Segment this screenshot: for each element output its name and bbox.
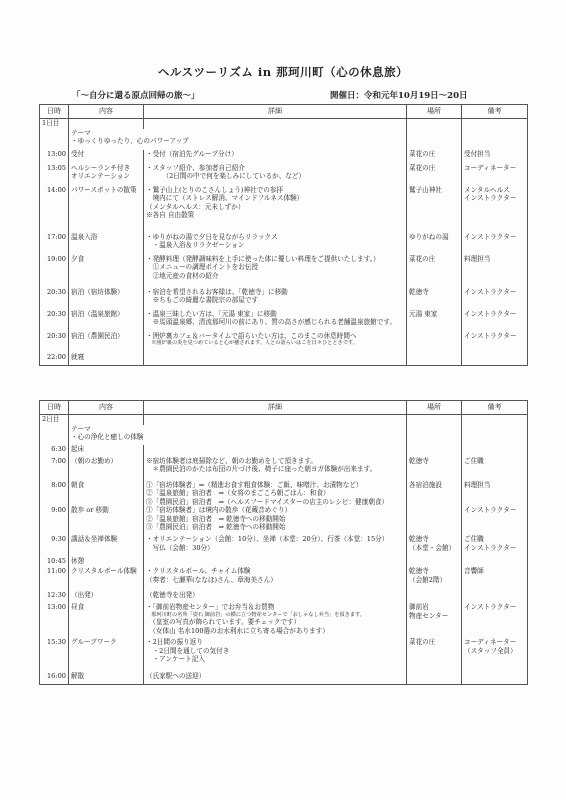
note-cell xyxy=(462,332,528,353)
content-cell xyxy=(69,506,144,535)
content-cell xyxy=(69,591,144,603)
detail-cell xyxy=(144,457,407,481)
note-label: コーディネーター xyxy=(464,164,517,172)
detail-line: ②「温泉旅館」宿泊者 ⇒ 乾徳寺への移動開始 xyxy=(146,514,286,523)
content-label: 講話＆坐禅体験 xyxy=(71,535,118,544)
time-cell: 16:00 xyxy=(40,672,69,685)
content-label: 解散 xyxy=(71,672,85,681)
note-cell xyxy=(462,353,528,366)
content-cell xyxy=(69,638,144,672)
place-cell xyxy=(407,353,462,366)
time-cell xyxy=(40,425,69,445)
place-label: 菜花の庄 xyxy=(409,638,436,647)
detail-line: （2日間の中で何を楽しみにしているか、など） xyxy=(146,172,306,181)
note-label: インストラクター xyxy=(464,332,517,340)
time-cell: 14:00 xyxy=(40,186,69,233)
detail-line: （女体山 名水100選のお水利水に立ち寄る場合があります） xyxy=(146,626,329,635)
time-cell: 9:30 xyxy=(40,535,69,557)
detail-line: ※ちもごの綺麗な書院宗の部屋です xyxy=(146,296,259,305)
content-cell xyxy=(69,288,144,310)
detail-line: ・発酵料理（発酵調味料を上手に使った体に優しい料理をご提供いたします。） xyxy=(146,255,380,263)
table-row xyxy=(40,481,528,506)
note-label: ご住職 xyxy=(464,535,484,544)
place-label: 鷲子山神社 xyxy=(409,186,442,194)
place-label: 各宿泊施設 xyxy=(409,481,442,489)
detail-line: （乾徳寺を出発） xyxy=(146,591,199,600)
time-cell: 13:00 xyxy=(40,150,69,164)
table-row xyxy=(40,535,528,557)
content-label: 受付 xyxy=(71,150,85,158)
place-label: 乾徳寺 xyxy=(409,457,429,465)
table-row xyxy=(40,603,528,638)
note-label: メンタルヘルス xyxy=(464,186,510,194)
detail-line: （皇室の写真が飾られています。要チェックです） xyxy=(146,618,301,627)
note-cell xyxy=(462,255,528,288)
content-label: グループワーク xyxy=(71,638,117,647)
note-cell xyxy=(462,310,528,332)
content-cell xyxy=(69,353,144,366)
table-row xyxy=(40,186,528,233)
note-cell xyxy=(462,288,528,310)
detail-line: ＊農園民泊のかたは布団の片づけ後、椅子に座った朝ヨガ体験が出来ます。 xyxy=(146,465,377,474)
detail-cell xyxy=(144,557,407,567)
time-cell: 7:00 xyxy=(40,457,69,481)
note-cell xyxy=(462,567,528,591)
time-cell: 19:00 xyxy=(40,255,69,288)
time-cell: 17:00 xyxy=(40,233,69,255)
place-cell xyxy=(407,672,462,685)
note-label: インストラクター xyxy=(464,506,517,515)
content-label: パワースポットの散策 xyxy=(71,186,137,194)
table-row xyxy=(40,672,528,685)
table-row xyxy=(40,288,528,310)
note-label: 受付担当 xyxy=(464,150,491,158)
time-cell: 8:00 xyxy=(40,481,69,506)
detail-cell xyxy=(144,288,407,310)
detail-line: （氏家駅への送迎） xyxy=(146,672,206,681)
place-cell xyxy=(407,255,462,288)
time-cell xyxy=(40,129,69,150)
place-label: （会館2階） xyxy=(409,575,447,584)
detail-line: ※宿坊体験者は庭掃除など、朝のお勤めをして頂きます。 xyxy=(146,457,317,465)
content-cell xyxy=(69,255,144,288)
note-cell xyxy=(462,638,528,672)
note-label: インストラクター xyxy=(464,543,517,552)
detail-line: 那珂川町の名所「姿石 御前岩」の横に立つ物産センターで「おしゃなし弁当」を頂きます。 xyxy=(146,611,365,618)
detail-cell xyxy=(144,332,407,353)
time-cell: 22:00 xyxy=(40,353,69,366)
detail-cell xyxy=(144,186,407,233)
header-note: 備考 xyxy=(462,105,528,119)
detail-line: ③「農園民泊」宿泊者 ⇒ 乾徳寺への移動開始 xyxy=(146,523,286,532)
note-label: インストラクター xyxy=(464,603,517,612)
content-label: 宿泊（宿坊体験） xyxy=(71,288,124,296)
content-cell xyxy=(69,164,144,186)
content-label: 就寝 xyxy=(71,353,85,361)
table-header xyxy=(40,105,528,119)
note-cell xyxy=(462,425,528,445)
place-cell xyxy=(407,506,462,535)
detail-line: ・クリスタルボール、チャイム体験 xyxy=(146,567,251,576)
schedule-table-day2 xyxy=(39,400,528,685)
detail-line: ・2日間の振り返り xyxy=(146,638,203,647)
content-label: 起床 xyxy=(71,445,85,453)
detail-cell xyxy=(144,603,407,638)
note-cell xyxy=(462,535,528,557)
detail-line: ①「宿坊体験者」は境内の散歩（花蔵音めぐり） xyxy=(146,506,292,515)
detail-line: ・アンケート記入 xyxy=(146,655,205,664)
place-cell xyxy=(407,233,462,255)
place-label: （本堂・会館） xyxy=(409,543,456,552)
content-cell xyxy=(69,672,144,685)
content-label: 散歩 or 移動 xyxy=(71,506,109,515)
content-label: 温泉入浴 xyxy=(71,233,98,241)
content-cell xyxy=(69,233,144,255)
time-cell: 15:30 xyxy=(40,638,69,672)
time-cell: 10:45 xyxy=(40,557,69,567)
table-row xyxy=(40,445,528,457)
content-cell xyxy=(69,129,407,150)
detail-cell xyxy=(144,164,407,186)
note-cell xyxy=(462,150,528,164)
note-label: （スタッフ全員） xyxy=(464,646,517,655)
table-row xyxy=(40,164,528,186)
note-label: インストラクター xyxy=(464,194,517,203)
table-row xyxy=(40,129,528,150)
time-cell: 20:30 xyxy=(40,310,69,332)
place-cell xyxy=(407,164,462,186)
content-label: 休憩 xyxy=(71,557,85,566)
content-cell xyxy=(69,457,144,481)
detail-cell xyxy=(144,591,407,603)
place-cell xyxy=(407,445,462,457)
detail-cell xyxy=(144,445,407,457)
table-row xyxy=(40,591,528,603)
time-cell: 9:00 xyxy=(40,506,69,535)
time-cell: 11:00 xyxy=(40,567,69,591)
table-row xyxy=(40,557,528,567)
place-cell xyxy=(407,535,462,557)
content-label: テーマ xyxy=(71,425,91,433)
detail-cell xyxy=(144,567,407,591)
detail-line: ①メニューの調理ポイントをお伝授 xyxy=(146,263,259,272)
detail-line: ・「御前岩物産センター」でお弁当＆お買物 xyxy=(146,603,275,612)
detail-line: （メンタルヘルス：元未しずか） xyxy=(146,202,245,211)
place-cell xyxy=(407,129,462,150)
detail-cell xyxy=(144,672,407,685)
detail-line: ②「温泉旅館」宿泊者 ⇒（女将のまごころ朝ごはん：和食） xyxy=(146,489,330,498)
day-label: 1日目 xyxy=(40,119,69,130)
table-row xyxy=(40,353,528,366)
place-cell xyxy=(407,150,462,164)
detail-line: ③「農園民泊」宿泊者 ⇒（ヘルスフードマイスターの店主のレシピ：健康朝食） xyxy=(146,497,389,506)
note-cell xyxy=(462,481,528,506)
header-time: 日時 xyxy=(40,401,69,415)
detail-cell xyxy=(144,150,407,164)
content-label: 宿泊（温泉旅館） xyxy=(71,310,124,318)
content-label: 宿泊（農園民泊） xyxy=(71,332,124,340)
note-label: インストラクター xyxy=(464,310,517,318)
detail-cell xyxy=(144,310,407,332)
content-cell xyxy=(69,332,144,353)
place-cell xyxy=(407,186,462,233)
note-cell xyxy=(462,445,528,457)
header-detail: 詳細 xyxy=(144,401,407,415)
note-label: 音響師 xyxy=(464,567,484,576)
place-cell xyxy=(407,425,462,445)
content-cell xyxy=(69,481,144,506)
detail-line: （奏者：七瀬華(ななほ)さん、章海美さん） xyxy=(146,575,277,584)
place-cell xyxy=(407,310,462,332)
place-label: 菜花の庄 xyxy=(409,164,436,172)
note-label: インストラクター xyxy=(464,288,517,296)
content-label: ヘルシーランチ付き xyxy=(71,164,131,172)
detail-line: ・宿泊を希望されるお客様は、「乾徳寺」に移動 xyxy=(146,288,288,296)
schedule-table-day1 xyxy=(39,104,528,366)
content-label: （出発） xyxy=(71,591,98,600)
detail-cell xyxy=(144,506,407,535)
detail-cell xyxy=(144,638,407,672)
detail-line: ※馬頭温泉郷、清流那珂川の前にあり、質の高さが感じられる老舗温泉旅館です。 xyxy=(146,318,397,327)
detail-line: 境内にて（ストレス解消、マインドフルネス体験） xyxy=(146,194,304,203)
note-cell xyxy=(462,603,528,638)
content-label: （朝のお勤め） xyxy=(71,457,118,465)
table-row xyxy=(40,332,528,353)
content-label: 昼食 xyxy=(71,603,85,612)
header-time: 日時 xyxy=(40,105,69,119)
note-cell xyxy=(462,129,528,150)
day-label: 2日目 xyxy=(40,415,69,426)
content-cell xyxy=(69,186,144,233)
note-cell xyxy=(462,506,528,535)
header-note: 備考 xyxy=(462,401,528,415)
detail-line: ・囲炉裏カフェ＆バータイムで語らいたい方は、このまこの休息時間へ xyxy=(146,332,357,340)
place-label: 菜花の庄 xyxy=(409,150,436,158)
header-place: 場所 xyxy=(407,401,462,415)
note-label: インストラクター xyxy=(464,233,517,241)
detail-cell xyxy=(144,233,407,255)
header-place: 場所 xyxy=(407,105,462,119)
content-label: 朝食 xyxy=(71,481,85,489)
table-row xyxy=(40,457,528,481)
detail-line: ・受付（宿泊先グループ分け） xyxy=(146,150,238,158)
table-header xyxy=(40,401,528,415)
content-cell xyxy=(69,445,144,457)
note-cell xyxy=(462,557,528,567)
time-cell: 20:30 xyxy=(40,288,69,310)
note-cell xyxy=(462,233,528,255)
page-title: ヘルスツーリズム in 那珂川町（心の休息旅） xyxy=(157,65,409,79)
content-cell xyxy=(69,310,144,332)
content-label: オリエンテーション xyxy=(71,172,130,181)
detail-cell xyxy=(144,255,407,288)
place-label: 元湯 東家 xyxy=(409,310,438,318)
place-cell xyxy=(407,332,462,353)
content-cell xyxy=(69,557,144,567)
table-row xyxy=(40,638,528,672)
note-label: 料理担当 xyxy=(464,255,491,263)
place-label: 乾徳寺 xyxy=(409,567,429,576)
content-label: テーマ xyxy=(71,129,91,137)
detail-line: ・温泉三昧したい方は、「元湯 東家」に移動 xyxy=(146,310,277,318)
place-cell xyxy=(407,591,462,603)
event-dates: 開催日：令和元年10月19日〜20日 xyxy=(330,91,468,101)
detail-cell xyxy=(144,535,407,557)
detail-line: ※各自 自由散策 xyxy=(146,211,195,220)
content-cell xyxy=(69,567,144,591)
place-cell xyxy=(407,557,462,567)
time-cell: 12:30 xyxy=(40,591,69,603)
table-row xyxy=(40,255,528,288)
place-cell xyxy=(407,457,462,481)
table-row xyxy=(40,506,528,535)
header-content: 内容 xyxy=(69,401,144,415)
note-cell xyxy=(462,672,528,685)
place-label: 乾徳寺 xyxy=(409,288,429,296)
content-cell xyxy=(69,603,144,638)
place-label: 物産センター xyxy=(409,611,449,620)
detail-line: ・スタッフ紹介、参加者自己紹介 xyxy=(146,164,245,172)
day-label-row xyxy=(40,415,528,426)
detail-line: ①「宿坊体験者」⇒（精進お食す粗食体験：ご飯、味噌汁、お漬物など） xyxy=(146,481,363,489)
time-cell: 13:05 xyxy=(40,164,69,186)
place-label: ゆりがねの湯 xyxy=(409,233,449,241)
content-label: クリスタルボール体験 xyxy=(71,567,137,576)
time-cell: 6:30 xyxy=(40,445,69,457)
detail-line: ・温泉入浴＆リラクゼーション xyxy=(146,241,245,250)
content-cell xyxy=(69,535,144,557)
detail-line: ・2日間を通しての気付き xyxy=(146,646,230,655)
detail-line: ・鷲子山上(とりのこさんしょう)神社での参拝 xyxy=(146,186,284,194)
note-label: 料理担当 xyxy=(464,481,491,489)
place-label: 乾徳寺 xyxy=(409,535,429,544)
table-row xyxy=(40,233,528,255)
detail-cell xyxy=(144,353,407,366)
content-cell xyxy=(69,425,407,445)
header-detail: 詳細 xyxy=(144,105,407,119)
detail-line: ・ゆりがねの湯で夕日を見ながらリラックス xyxy=(146,233,278,241)
note-cell xyxy=(462,186,528,233)
content-label: 夕食 xyxy=(71,255,85,263)
detail-line: ②地元産の食材の紹介 xyxy=(146,271,219,280)
table-row xyxy=(40,425,528,445)
detail-line: ※囲炉裏の炎を見つめていると心が癒されます。人との語らいはこを日々ひとときです。 xyxy=(146,340,358,347)
note-cell xyxy=(462,591,528,603)
place-cell xyxy=(407,638,462,672)
detail-line: 写仏（会館：30分） xyxy=(146,543,214,552)
note-cell xyxy=(462,164,528,186)
header-content: 内容 xyxy=(69,105,144,119)
place-label: 菜花の庄 xyxy=(409,255,436,263)
place-cell xyxy=(407,567,462,591)
content-cell xyxy=(69,150,144,164)
place-cell xyxy=(407,288,462,310)
theme-text: ・ゆっくりゆったり、心のパワーアップ xyxy=(71,137,189,146)
note-cell xyxy=(462,457,528,481)
subtitle: 「〜自分に還る原点回帰の旅〜」 xyxy=(72,91,200,101)
time-cell: 13:00 xyxy=(40,603,69,638)
detail-line: ・オリエンテーション（会館：10分）、坐禅（本堂：20分）、行茶（本堂：15分） xyxy=(146,535,389,544)
theme-text: ・心の浄化と癒しの体験 xyxy=(71,433,144,442)
detail-cell xyxy=(144,481,407,506)
note-label: コーディネーター xyxy=(464,638,517,647)
place-cell xyxy=(407,603,462,638)
day-label-row xyxy=(40,119,528,130)
table-row xyxy=(40,567,528,591)
table-row xyxy=(40,310,528,332)
time-cell: 20:30 xyxy=(40,332,69,353)
note-label: ご住職 xyxy=(464,457,484,465)
place-label: 御前岩 xyxy=(409,603,429,612)
place-cell xyxy=(407,481,462,506)
table-row xyxy=(40,150,528,164)
